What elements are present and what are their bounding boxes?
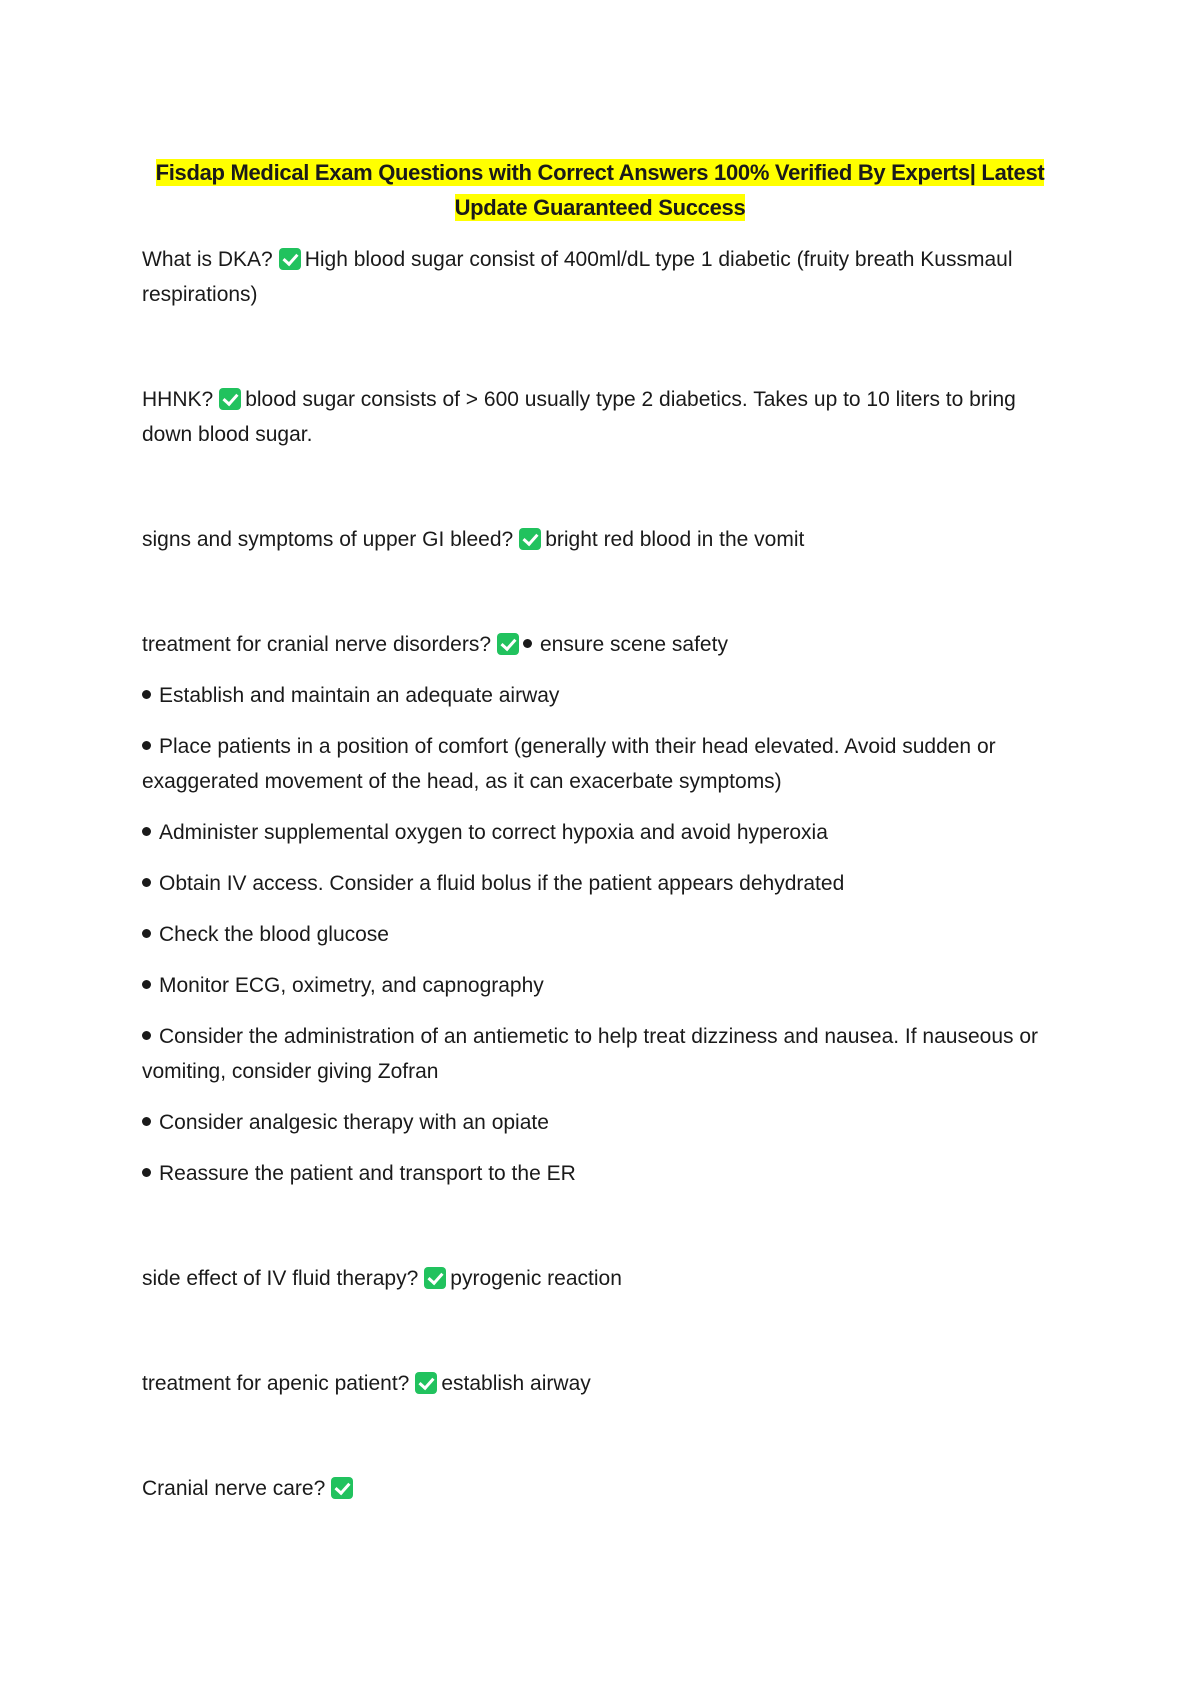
qa-item xyxy=(142,522,1062,557)
question-text: signs and symptoms of upper GI bleed? xyxy=(142,528,514,551)
check-mark-icon xyxy=(519,528,541,550)
bullet-text: Reassure the patient and transport to the ER xyxy=(159,1162,576,1185)
question-text: HHNK? xyxy=(142,388,214,411)
bullet-text: Check the blood glucose xyxy=(159,923,389,946)
qa-content xyxy=(142,242,1062,1506)
answer-text: High blood sugar consist of 400ml/dL type 1 diabetic (fruity breath Kussmaul respirations) xyxy=(142,248,1013,306)
bullet-item xyxy=(142,678,1062,713)
question-text: side effect of IV fluid therapy? xyxy=(142,1267,419,1290)
qa-item xyxy=(142,242,1062,312)
title-line-1: Fisdap Medical Exam Questions with Correct Answers 100% Verified By Experts| Latest xyxy=(155,160,1045,185)
check-mark-icon xyxy=(279,248,301,270)
bullet-text: Establish and maintain an adequate airway xyxy=(159,684,560,707)
bullet-text: Consider the administration of an antiemetic to help treat dizziness and nausea. If nauseous or vomiting, consider giving Zofran xyxy=(142,1025,1039,1083)
question-text: treatment for apenic patient? xyxy=(142,1372,410,1395)
check-mark-icon xyxy=(497,633,519,655)
bullet-dot-icon xyxy=(142,741,151,750)
question-text: treatment for cranial nerve disorders? xyxy=(142,633,491,656)
bullet-text: Monitor ECG, oximetry, and capnography xyxy=(159,974,544,997)
bullet-dot-icon xyxy=(142,1031,151,1040)
bullet-item xyxy=(142,917,1062,952)
check-mark-icon xyxy=(424,1267,446,1289)
bullet-dot-icon xyxy=(142,1168,151,1177)
bullet-dot-icon xyxy=(142,980,151,989)
bullet-item xyxy=(142,968,1062,1003)
answer-text: bright red blood in the vomit xyxy=(545,528,805,551)
check-mark-icon xyxy=(331,1477,353,1499)
qa-item xyxy=(142,1261,1062,1296)
question-text: What is DKA? xyxy=(142,248,273,271)
title-line-2: Update Guaranteed Success xyxy=(454,195,746,220)
answer-text: establish airway xyxy=(441,1372,591,1395)
qa-item xyxy=(142,1366,1062,1401)
answer-text: pyrogenic reaction xyxy=(450,1267,622,1290)
bullet-item xyxy=(142,866,1062,901)
bullet-item xyxy=(142,1105,1062,1140)
answer-text: ensure scene safety xyxy=(540,633,728,656)
bullet-text: Obtain IV access. Consider a fluid bolus if the patient appears dehydrated xyxy=(159,872,845,895)
bullet-item xyxy=(142,1156,1062,1191)
check-mark-icon xyxy=(219,388,241,410)
bullet-item xyxy=(142,815,1062,850)
question-text: Cranial nerve care? xyxy=(142,1477,326,1500)
bullet-dot-icon xyxy=(142,878,151,887)
bullet-dot-icon xyxy=(142,690,151,699)
bullet-dot-icon xyxy=(142,929,151,938)
bullet-text: Place patients in a position of comfort (generally with their head elevated. Avoid sudden or exaggerated movement of the head, as it can exacerbate symptoms) xyxy=(142,735,996,793)
bullet-item xyxy=(142,729,1062,799)
bullet-dot-icon xyxy=(142,827,151,836)
check-mark-icon xyxy=(415,1372,437,1394)
document-title xyxy=(150,155,1050,225)
answer-text: blood sugar consists of > 600 usually type 2 diabetics. Takes up to 10 liters to bring down blood sugar. xyxy=(142,388,1016,446)
bullet-dot-icon xyxy=(523,639,532,648)
bullet-text: Administer supplemental oxygen to correct hypoxia and avoid hyperoxia xyxy=(159,821,828,844)
bullet-text: Consider analgesic therapy with an opiate xyxy=(159,1111,549,1134)
bullet-item xyxy=(142,1019,1062,1089)
qa-item xyxy=(142,382,1062,452)
qa-item xyxy=(142,627,1062,662)
qa-item xyxy=(142,1471,1062,1506)
bullet-dot-icon xyxy=(142,1117,151,1126)
